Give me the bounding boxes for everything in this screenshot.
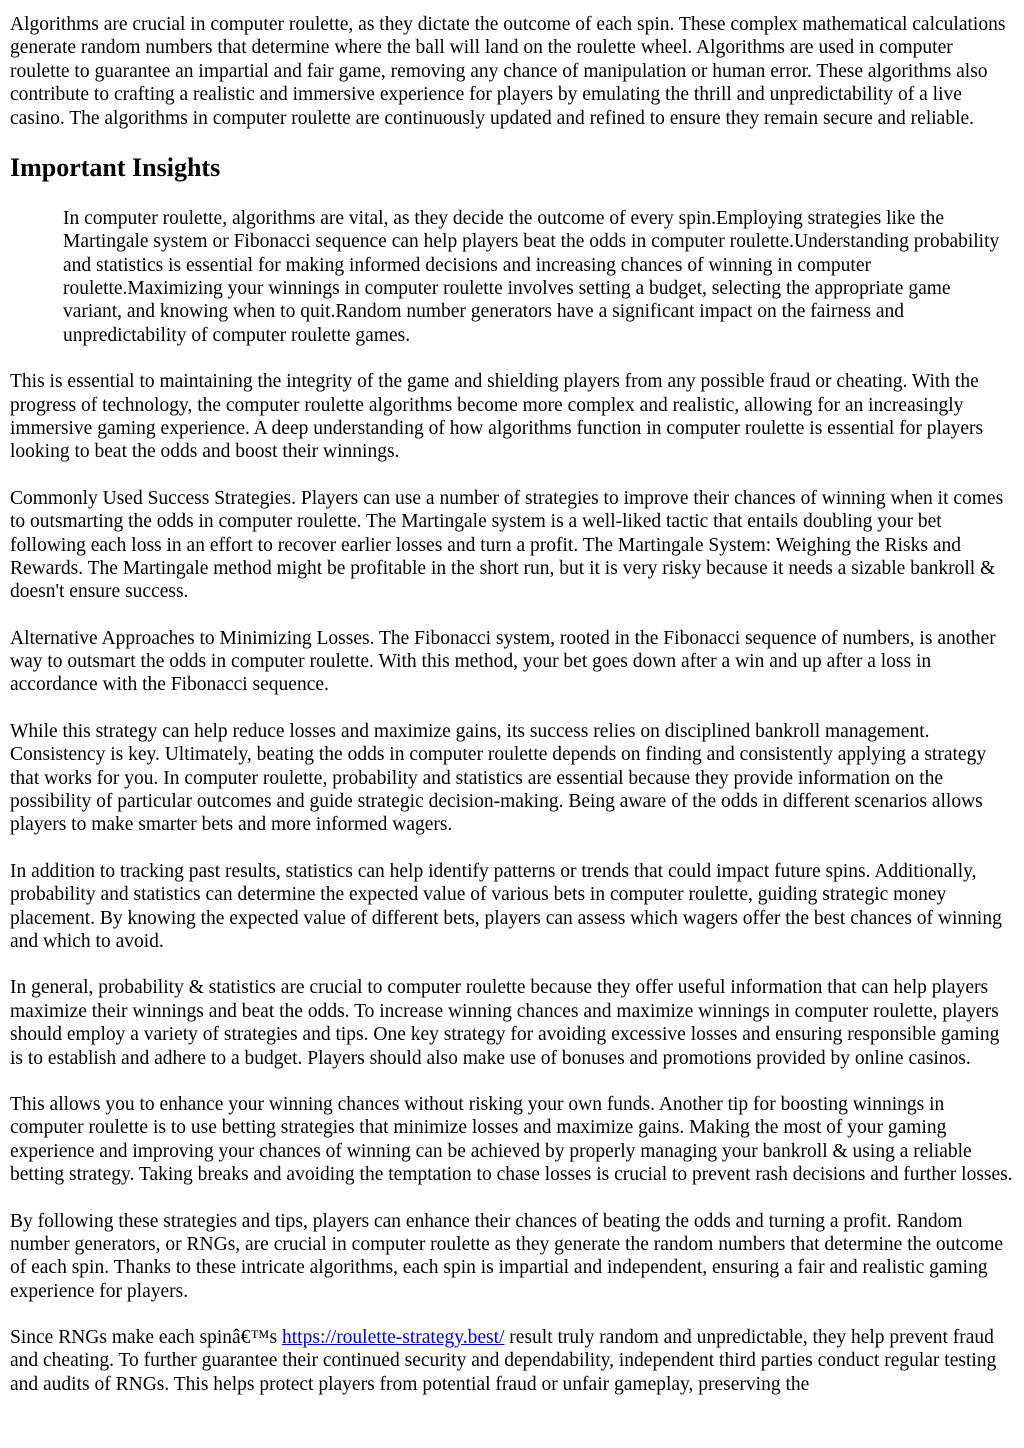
paragraph-probability-statistics: In general, probability & statistics are crucial to computer roulette because they offer useful information that can help players maximize their winnings and beat the odds. To increase winning chances and maximize winnings in computer roulette, players should employ a variety of strategies and tips. One key strategy for avoiding excessive losses and ensuring responsible gaming is to establish and adhere to a budget. Players should also make use of bonuses and promotions provided by online casinos. bbox=[10, 977, 1000, 1069]
final-pre-text: Since RNGs make each spinâ€™s bbox=[10, 1327, 283, 1349]
paragraph-alternative-approaches: Alternative Approaches to Minimizing Losses. The Fibonacci system, rooted in the Fibonacci sequence of numbers, is another way to outsmart the odds in computer roulette. With this method, your bet goes down after a win and up after a loss in accordance with the Fibonacci sequence. bbox=[10, 627, 996, 696]
final-post-text: result truly random and unpredictable, they help prevent fraud and cheating. To further guarantee their continued security and dependability, independent third parties conduct regular testing and audits of RNGs. This helps protect players from potential fraud or unfair gameplay, preserving the bbox=[10, 1327, 997, 1395]
paragraph-final bbox=[10, 1326, 1014, 1396]
paragraph-bankroll-management: While this strategy can help reduce losses and maximize gains, its success relies on disciplined bankroll management. Consistency is key. Ultimately, beating the odds in computer roulette depends on finding and consistently applying a strategy that works for you. In computer roulette, probability and statistics are essential because they provide information on the possibility of particular outcomes and guide strategic decision-making. Being aware of the odds in different scenarios allows players to make smarter bets and more informed wagers. bbox=[10, 720, 987, 836]
paragraph-tracking-results: In addition to tracking past results, statistics can help identify patterns or trends that could impact future spins. Additionally, probability and statistics can determine the expected value of various bets in computer roulette, guiding strategic money placement. By knowing the expected value of different bets, players can assess which wagers offer the best chances of winning and which to avoid. bbox=[10, 860, 1002, 952]
roulette-strategy-link[interactable]: https://roulette-strategy.best/ bbox=[282, 1327, 505, 1349]
paragraph-rngs: By following these strategies and tips, players can enhance their chances of beating the odds and turning a profit. Random number generators, or RNGs, are crucial in computer roulette as they generate the random numbers that determine the outcome of each spin. Thanks to these intricate algorithms, each spin is impartial and independent, ensuring a fair and realistic gaming experience for players. bbox=[10, 1210, 1004, 1302]
paragraph-enhance-chances: This allows you to enhance your winning chances without risking your own funds. Another tip for boosting winnings in computer roulette is to use betting strategies that minimize losses and maximize gains. Making the most of your gaming experience and improving your chances of winning can be achieved by properly managing your bankroll & using a reliable betting strategy. Taking breaks and avoiding the temptation to chase losses is crucial to prevent rash decisions and further losses. bbox=[10, 1093, 1013, 1186]
paragraph-success-strategies: Commonly Used Success Strategies. Players can use a number of strategies to improve their chances of winning when it comes to outsmarting the odds in computer roulette. The Martingale system is a well-liked tactic that entails doubling your bet following each loss in an effort to recover earlier losses and turn a profit. The Martingale System: Weighing the Risks and Rewards. The Martingale method might be profitable in the short run, but it is very risky because it needs a sizable bankroll & doesn't ensure success. bbox=[10, 487, 1004, 603]
insights-blockquote: In computer roulette, algorithms are vital, as they decide the outcome of every spin.Employing strategies like the Martingale system or Fibonacci sequence can help players beat the odds in computer roulette.Understanding probability and statistics is essential for making informed decisions and increasing chances of winning in computer roulette.Maximizing your winnings in computer roulette involves setting a budget, selecting the appropriate game variant, and knowing when to quit.Random number generators have a significant impact on the fairness and unpredictability of computer roulette games. bbox=[63, 207, 1000, 346]
paragraph-intro: Algorithms are crucial in computer roulette, as they dictate the outcome of each spin. These complex mathematical calculations generate random numbers that determine where the ball will land on the roulette wheel. Algorithms are used in computer roulette to guarantee an impartial and fair game, removing any chance of manipulation or human error. These algorithms also contribute to crafting a realistic and immersive experience for players by emulating the thrill and unpredictability of a live casino. The algorithms in computer roulette are continuously updated and refined to ensure they remain secure and reliable. bbox=[10, 14, 1006, 129]
paragraph-integrity: This is essential to maintaining the integrity of the game and shielding players from any possible fraud or cheating. With the progress of technology, the computer roulette algorithms become more complex and realistic, allowing for an increasingly immersive gaming experience. A deep understanding of how algorithms function in computer roulette is essential for players looking to beat the odds and boost their winnings. bbox=[10, 371, 984, 463]
section-heading-important-insights: Important Insights bbox=[10, 152, 221, 182]
